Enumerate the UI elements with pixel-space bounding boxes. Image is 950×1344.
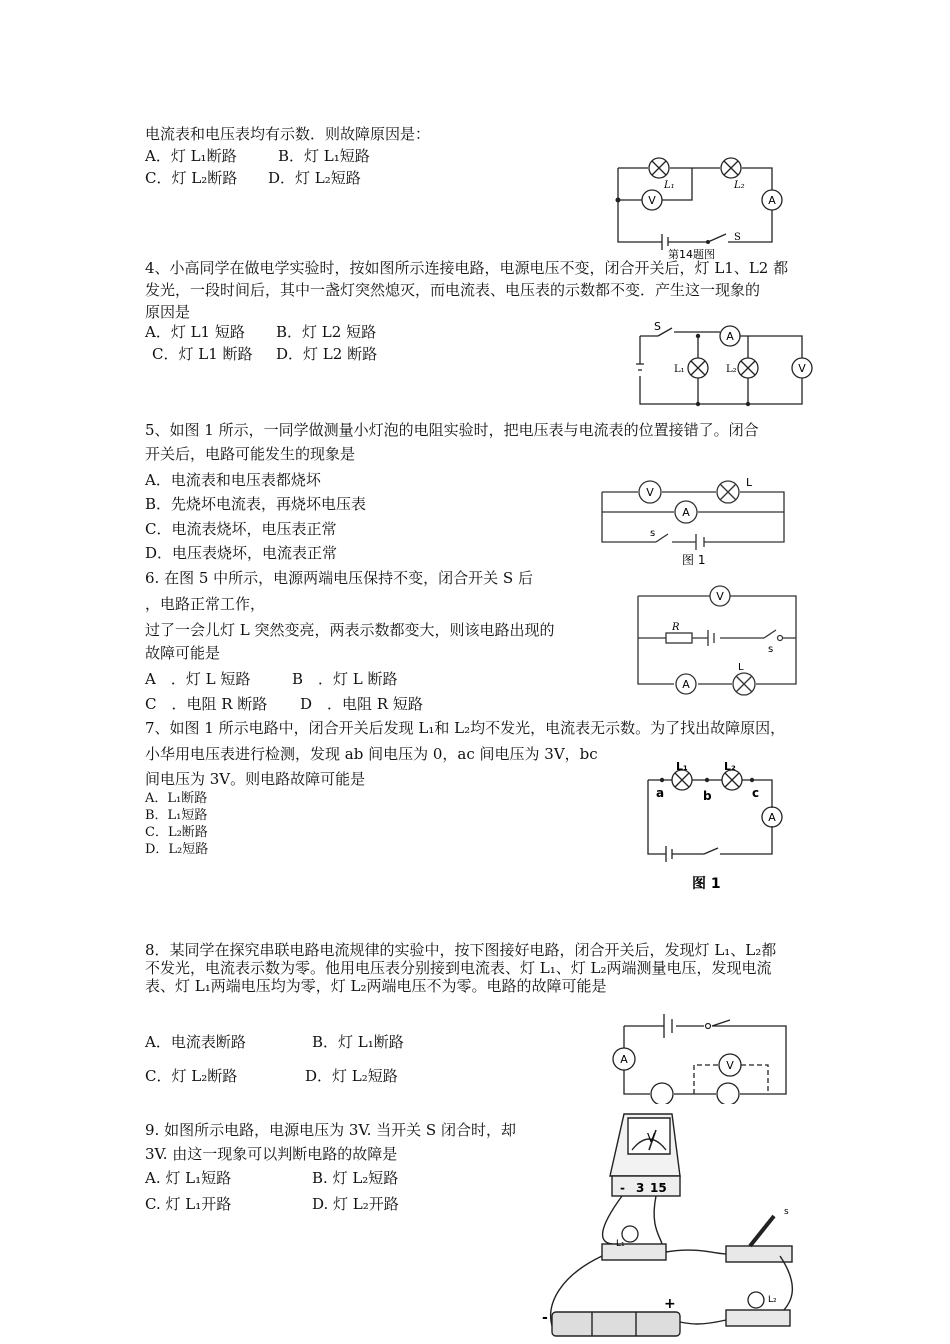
q3-circuit-figure: [612, 148, 792, 260]
q5-voltmeter-label: V: [646, 486, 654, 499]
q5-option-d: D．电压表烧坏，电流表正常: [145, 544, 338, 562]
q7-circuit-figure: [640, 756, 800, 896]
q6-voltmeter-label: V: [716, 590, 724, 603]
q9-voltmeter-label: V: [647, 1131, 656, 1145]
q5-figure-caption: 图 1: [682, 553, 706, 567]
q9-line1: 9. 如图所示电路，电源电压为 3V. 当开关 S 闭合时，却: [145, 1121, 516, 1139]
q3-option-d: D．灯 L₂短路: [268, 169, 361, 187]
q3-stem: 电流表和电压表均有示数．则故障原因是：: [145, 125, 431, 143]
q9-switch-label: s: [784, 1207, 789, 1217]
q7-line1: 7、如图 1 所示电路中，闭合开关后发现 L₁和 L₂均不发光，电流表无示数。为了找出故障原因，: [145, 719, 786, 737]
q8-option-b: B．灯 L₁断路: [312, 1033, 404, 1051]
q4-switch-label: S: [654, 320, 661, 333]
q7-option-d: D．L₂短路: [145, 842, 209, 857]
q9-fifteen-terminal: 15: [650, 1181, 667, 1195]
q8-option-d: D．灯 L₂短路: [305, 1067, 398, 1085]
q5-option-b: B．先烧坏电流表，再烧坏电压表: [145, 495, 367, 513]
q5-line1: 5、如图 1 所示，一同学做测量小灯泡的电阻实验时，把电压表与电流表的位置接错了。闭合: [145, 421, 759, 439]
q3-l1-label: L₁: [664, 180, 675, 191]
q9-l1-label: L₁: [616, 1239, 625, 1249]
q6-option-c: C ．电阻 R 断路: [145, 695, 268, 713]
q5-lamp-label: L: [746, 476, 753, 489]
q9-negative-terminal: -: [542, 1310, 548, 1326]
q4-option-d: D．灯 L2 断路: [276, 345, 378, 363]
q6-switch-label: s: [768, 644, 774, 655]
q7-l1-label: L₁: [676, 760, 688, 773]
q3-option-c: C．灯 L₂断路: [145, 169, 238, 187]
q3-figure-caption: 第14题图: [668, 248, 715, 260]
q4-line2: 发光，一段时间后，其中一盏灯突然熄灭，而电流表、电压表的示数都不变．产生这一现象的: [145, 281, 761, 299]
q6-line1: 6. 在图 5 中所示，电源两端电压保持不变，闭合开关 S 后: [145, 569, 533, 587]
q4-line1: 4、小高同学在做电学实验时，按如图所示连接电路，电源电压不变，闭合开关后，灯 L1、L2 都: [145, 259, 789, 277]
q3-option-b: B．灯 L₁短路: [278, 147, 370, 165]
q4-voltmeter-label: V: [798, 362, 806, 375]
q9-plus-terminal: +: [664, 1296, 676, 1312]
q5-option-c: C．电流表烧坏，电压表正常: [145, 520, 337, 538]
q6-resistor-label: R: [672, 622, 680, 633]
q9-option-d: D. 灯 L₂开路: [312, 1195, 399, 1213]
q4-option-b: B．灯 L2 短路: [276, 323, 377, 341]
q7-line2: 小华用电压表进行检测，发现 ab 间电压为 0，ac 间电压为 3V，bc: [145, 745, 598, 763]
q4-line3: 原因是: [145, 303, 191, 321]
q7-option-c: C．L₂断路: [145, 825, 208, 840]
q4-option-c: C．灯 L1 断路: [152, 345, 253, 363]
q5-line2: 开关后，电路可能发生的现象是: [145, 445, 356, 463]
q6-option-b: B ．灯 L 断路: [292, 670, 398, 688]
q9-option-c: C. 灯 L₁开路: [145, 1195, 232, 1213]
q8-voltmeter-label: V: [726, 1059, 734, 1072]
q3-option-a: A．灯 L₁断路: [145, 147, 237, 165]
q6-ammeter-label: A: [682, 678, 690, 691]
q7-point-c: c: [752, 786, 760, 800]
q8-line2: 不发光，电流表示数为零。他用电压表分别接到电流表、灯 L₁、灯 L₂两端测量电压，发现电流: [145, 959, 772, 977]
q8-line1: 8．某同学在探究串联电路电流规律的实验中，按下图接好电路，闭合开关后，发现灯 L₁、L₂都: [145, 941, 777, 959]
q6-line4: 故障可能是: [145, 644, 221, 662]
q7-option-a: A．L₁断路: [145, 791, 208, 806]
q7-option-b: B．L₁短路: [145, 808, 208, 823]
q9-line2: 3V. 由这一现象可以判断电路的故障是: [145, 1145, 398, 1163]
q7-figure-caption: 图 1: [692, 876, 721, 892]
q9-three-terminal: 3: [636, 1181, 645, 1195]
q9-bulb-l2: [748, 1292, 764, 1308]
q4-ammeter-label: A: [726, 330, 734, 343]
q9-option-a: A. 灯 L₁短路: [145, 1169, 232, 1187]
q6-option-a: A ．灯 L 短路: [145, 670, 251, 688]
q3-voltmeter-label: V: [648, 194, 656, 207]
q8-ammeter-label: A: [620, 1053, 628, 1066]
q8-line3: 表、灯 L₁两端电压均为零，灯 L₂两端电压不为零。电路的故障可能是: [145, 977, 607, 995]
q4-circuit-figure: [628, 318, 818, 410]
q6-circuit-figure: [630, 580, 805, 698]
q7-point-a: a: [656, 786, 665, 800]
q6-lamp-label: L: [738, 662, 744, 673]
q8-option-a: A．电流表断路: [145, 1033, 246, 1051]
q3-l2-label: L₂: [734, 180, 745, 191]
q6-line2: ，电路正常工作，: [145, 595, 266, 613]
q8-circuit-figure: [600, 1004, 795, 1104]
q9-apparatus-figure: [530, 1106, 820, 1344]
q4-option-a: A．灯 L1 短路: [145, 323, 245, 341]
q5-circuit-figure: [588, 466, 798, 570]
q9-minus-terminal: -: [620, 1181, 625, 1195]
q8-option-c: C．灯 L₂断路: [145, 1067, 238, 1085]
q4-l1-label: L₁: [674, 364, 685, 375]
q5-switch-label: s: [650, 528, 656, 539]
q7-line3: 间电压为 3V。则电路故障可能是: [145, 770, 366, 788]
q6-option-d: D ．电阻 R 短路: [300, 695, 423, 713]
q4-l2-label: L₂: [726, 364, 737, 375]
q5-ammeter-label: A: [682, 506, 690, 519]
q7-l2-label: L₂: [724, 760, 736, 773]
q3-ammeter-label: A: [768, 194, 776, 207]
q6-line3: 过了一会儿灯 L 突然变亮，两表示数都变大，则该电路出现的: [145, 621, 555, 639]
q9-option-b: B. 灯 L₂短路: [312, 1169, 399, 1187]
q3-switch-label: S: [734, 232, 741, 243]
q7-ammeter-label: A: [768, 811, 776, 824]
q5-option-a: A．电流表和电压表都烧坏: [145, 471, 321, 489]
q7-point-b: b: [703, 789, 712, 803]
q9-l2-label: L₂: [768, 1295, 777, 1305]
